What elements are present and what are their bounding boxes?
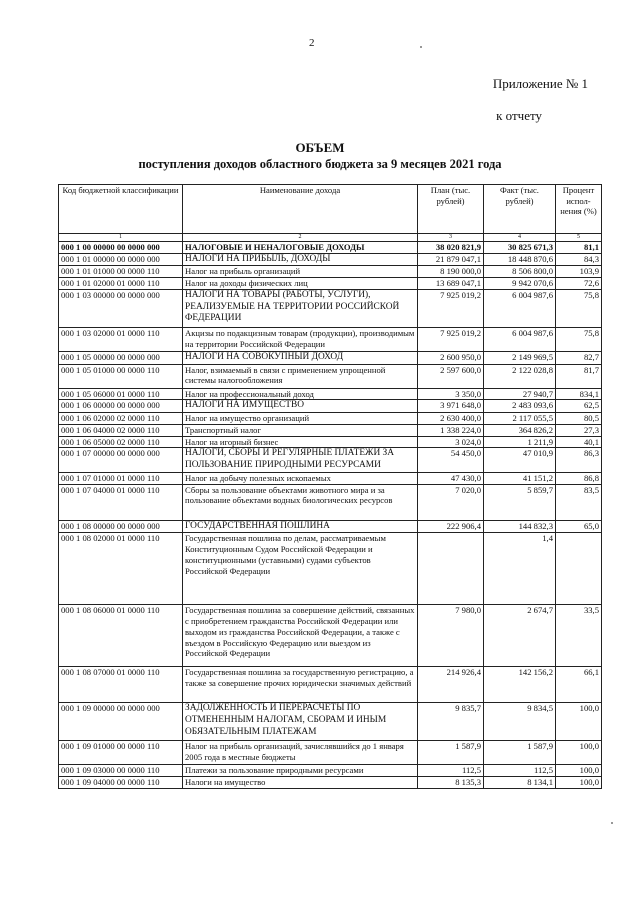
row-code: 000 1 08 02000 01 0000 110 [59,533,183,605]
row-code: 000 1 01 01000 00 0000 110 [59,266,183,278]
column-number: 5 [556,234,602,242]
row-plan: 2 600 950,0 [418,351,484,364]
row-percent: 75,8 [556,289,602,327]
row-fact: 47 010,9 [484,448,556,473]
table-row [59,520,602,533]
table-row [59,484,602,520]
row-name: Налог на добычу полезных ископаемых [183,472,418,484]
row-plan: 1 587,9 [418,741,484,765]
row-plan: 7 980,0 [418,605,484,667]
row-name: Акцизы по подакцизным товарам (продукции), производимым на территории Российской Федерации [183,327,418,351]
row-code: 000 1 07 00000 00 0000 000 [59,448,183,473]
table-row [59,364,602,388]
revenue-table [58,184,602,789]
row-name: НАЛОГИ НА СОВОКУПНЫЙ ДОХОД [183,351,418,364]
row-percent: 75,8 [556,327,602,351]
row-plan [418,533,484,605]
row-code: 000 1 06 02000 02 0000 110 [59,413,183,425]
row-percent: 100,0 [556,777,602,789]
header-name: Наименование дохода [183,185,418,234]
row-name: НАЛОГИ НА ТОВАРЫ (РАБОТЫ, УСЛУГИ), РЕАЛИЗУЕМЫЕ НА ТЕРРИТОРИИ РОССИЙСКОЙ ФЕДЕРАЦИИ [183,289,418,327]
row-code: 000 1 07 04000 01 0000 110 [59,484,183,520]
row-plan: 54 450,0 [418,448,484,473]
row-fact: 30 825 671,3 [484,242,556,254]
row-plan: 1 338 224,0 [418,424,484,436]
column-number: 1 [59,234,183,242]
row-percent: 100,0 [556,765,602,777]
row-percent: 86,3 [556,448,602,473]
row-plan: 3 024,0 [418,436,484,448]
row-name: Налог на доходы физических лиц [183,278,418,290]
to-report-label: к отчету [496,108,542,123]
row-name: Платежи за пользование природными ресурсами [183,765,418,777]
row-plan: 38 020 821,9 [418,242,484,254]
scan-speck [611,822,613,824]
row-plan: 8 135,3 [418,777,484,789]
row-plan: 7 020,0 [418,484,484,520]
row-percent: 65,0 [556,520,602,533]
row-plan: 13 689 047,1 [418,278,484,290]
table-row [59,472,602,484]
table-row [59,741,602,765]
row-plan: 214 926,4 [418,667,484,703]
row-fact: 9 834,5 [484,703,556,741]
document-title: ОБЪЕМ [295,140,345,155]
row-code: 000 1 07 01000 01 0000 110 [59,472,183,484]
header-code: Код бюджетной классификации [59,185,183,234]
row-percent: 83,5 [556,484,602,520]
row-fact: 364 826,2 [484,424,556,436]
row-fact: 41 151,2 [484,472,556,484]
row-name: Сборы за пользование объектами животного мира и за пользование объектами водных биологических ресурсов [183,484,418,520]
table-row [59,765,602,777]
row-name: Налог на имущество организаций [183,413,418,425]
row-plan: 2 597 600,0 [418,364,484,388]
column-number-row [59,234,602,242]
table-header-row [59,185,602,234]
row-fact: 2 674,7 [484,605,556,667]
row-plan: 9 835,7 [418,703,484,741]
header-fact: Факт (тыс. рублей) [484,185,556,234]
row-name: НАЛОГИ, СБОРЫ И РЕГУЛЯРНЫЕ ПЛАТЕЖИ ЗА ПОЛЬЗОВАНИЕ ПРИРОДНЫМИ РЕСУРСАМИ [183,448,418,473]
row-fact: 8 134,1 [484,777,556,789]
row-percent: 103,9 [556,266,602,278]
table-row [59,605,602,667]
row-name: НАЛОГИ НА ИМУЩЕСТВО [183,400,418,413]
row-name: Транспортный налог [183,424,418,436]
row-code: 000 1 05 01000 00 0000 110 [59,364,183,388]
page-number: 2 [309,37,315,49]
row-fact: 112,5 [484,765,556,777]
table-row [59,533,602,605]
row-fact: 1,4 [484,533,556,605]
row-code: 000 1 09 03000 00 0000 110 [59,765,183,777]
row-percent: 66,1 [556,667,602,703]
row-plan: 222 906,4 [418,520,484,533]
row-fact: 1 587,9 [484,741,556,765]
table-row [59,278,602,290]
table-row [59,424,602,436]
column-number: 2 [183,234,418,242]
table-row [59,436,602,448]
row-code: 000 1 06 04000 02 0000 110 [59,424,183,436]
row-name: Налог на профессиональный доход [183,388,418,400]
column-number: 4 [484,234,556,242]
row-plan: 3 350,0 [418,388,484,400]
table-row [59,266,602,278]
row-percent: 27,3 [556,424,602,436]
row-code: 000 1 08 06000 01 0000 110 [59,605,183,667]
row-percent: 72,6 [556,278,602,290]
row-name: Государственная пошлина по делам, рассматриваемым Конституционным Судом Российской Федерации и конституционными (уставными) судами субъектов Российской Федерации [183,533,418,605]
row-plan: 3 971 648,0 [418,400,484,413]
column-number: 3 [418,234,484,242]
row-code: 000 1 01 00000 00 0000 000 [59,253,183,266]
row-plan: 2 630 400,0 [418,413,484,425]
row-percent: 100,0 [556,741,602,765]
table-row [59,242,602,254]
scan-speck [420,46,422,48]
row-percent: 86,8 [556,472,602,484]
row-percent: 33,5 [556,605,602,667]
row-plan: 47 430,0 [418,472,484,484]
appendix-label: Приложение № 1 [492,76,588,91]
row-code: 000 1 06 05000 02 0000 110 [59,436,183,448]
row-code: 000 1 03 00000 00 0000 000 [59,289,183,327]
row-name: НАЛОГИ НА ПРИБЫЛЬ, ДОХОДЫ [183,253,418,266]
row-name: Государственная пошлина за совершение действий, связанных с приобретением гражданства Российской Федерации или выходом из гражданства Российской Федерации, а также с въездом в Российскую Федерацию или выездом из Российской Федерации [183,605,418,667]
row-fact: 27 940,7 [484,388,556,400]
row-name: ЗАДОЛЖЕННОСТЬ И ПЕРЕРАСЧЕТЫ ПО ОТМЕНЕННЫМ НАЛОГАМ, СБОРАМ И ИНЫМ ОБЯЗАТЕЛЬНЫМ ПЛАТЕЖАМ [183,703,418,741]
row-code: 000 1 03 02000 01 0000 110 [59,327,183,351]
row-percent: 84,3 [556,253,602,266]
row-code: 000 1 08 00000 00 0000 000 [59,520,183,533]
row-percent: 100,0 [556,703,602,741]
row-fact: 2 483 093,6 [484,400,556,413]
table-row [59,667,602,703]
table-row [59,400,602,413]
row-name: НАЛОГОВЫЕ И НЕНАЛОГОВЫЕ ДОХОДЫ [183,242,418,254]
row-fact: 6 004 987,6 [484,289,556,327]
row-plan: 112,5 [418,765,484,777]
row-fact: 2 122 028,8 [484,364,556,388]
table-row [59,327,602,351]
row-code: 000 1 01 02000 01 0000 110 [59,278,183,290]
row-fact: 18 448 870,6 [484,253,556,266]
table-row [59,413,602,425]
row-name: Налог на прибыль организаций, зачислявшийся до 1 января 2005 года в местные бюджеты [183,741,418,765]
row-percent: 80,5 [556,413,602,425]
row-code: 000 1 05 00000 00 0000 000 [59,351,183,364]
row-percent: 834,1 [556,388,602,400]
row-percent: 81,1 [556,242,602,254]
row-percent: 40,1 [556,436,602,448]
row-fact: 6 004 987,6 [484,327,556,351]
row-fact: 2 117 055,5 [484,413,556,425]
table-row [59,289,602,327]
row-fact: 9 942 070,6 [484,278,556,290]
row-fact: 5 859,7 [484,484,556,520]
table-row [59,351,602,364]
row-percent [556,533,602,605]
row-fact: 1 211,9 [484,436,556,448]
row-code: 000 1 05 06000 01 0000 110 [59,388,183,400]
row-fact: 2 149 969,5 [484,351,556,364]
row-code: 000 1 09 00000 00 0000 000 [59,703,183,741]
row-name: Государственная пошлина за государственную регистрацию, а также за совершение прочих юридически значимых действий [183,667,418,703]
row-plan: 8 190 000,0 [418,266,484,278]
row-code: 000 1 00 00000 00 0000 000 [59,242,183,254]
row-name: Налог, взимаемый в связи с применением упрощенной системы налогообложения [183,364,418,388]
row-plan: 7 925 019,2 [418,327,484,351]
row-fact: 142 156,2 [484,667,556,703]
table-row [59,703,602,741]
row-percent: 81,7 [556,364,602,388]
row-code: 000 1 09 04000 00 0000 110 [59,777,183,789]
document-subtitle: поступления доходов областного бюджета за 9 месяцев 2021 года [138,157,502,171]
row-code: 000 1 09 01000 00 0000 110 [59,741,183,765]
row-name: Налог на игорный бизнес [183,436,418,448]
table-row [59,777,602,789]
row-plan: 21 879 047,1 [418,253,484,266]
row-code: 000 1 06 00000 00 0000 000 [59,400,183,413]
row-fact: 8 506 800,0 [484,266,556,278]
table-row [59,253,602,266]
row-name: ГОСУДАРСТВЕННАЯ ПОШЛИНА [183,520,418,533]
table-row [59,448,602,473]
row-percent: 62,5 [556,400,602,413]
row-name: Налоги на имущество [183,777,418,789]
header-percent: Процент испол-нения (%) [556,185,602,234]
row-fact: 144 832,3 [484,520,556,533]
row-percent: 82,7 [556,351,602,364]
row-plan: 7 925 019,2 [418,289,484,327]
table-row [59,388,602,400]
header-plan: План (тыс. рублей) [418,185,484,234]
row-name: Налог на прибыль организаций [183,266,418,278]
row-code: 000 1 08 07000 01 0000 110 [59,667,183,703]
